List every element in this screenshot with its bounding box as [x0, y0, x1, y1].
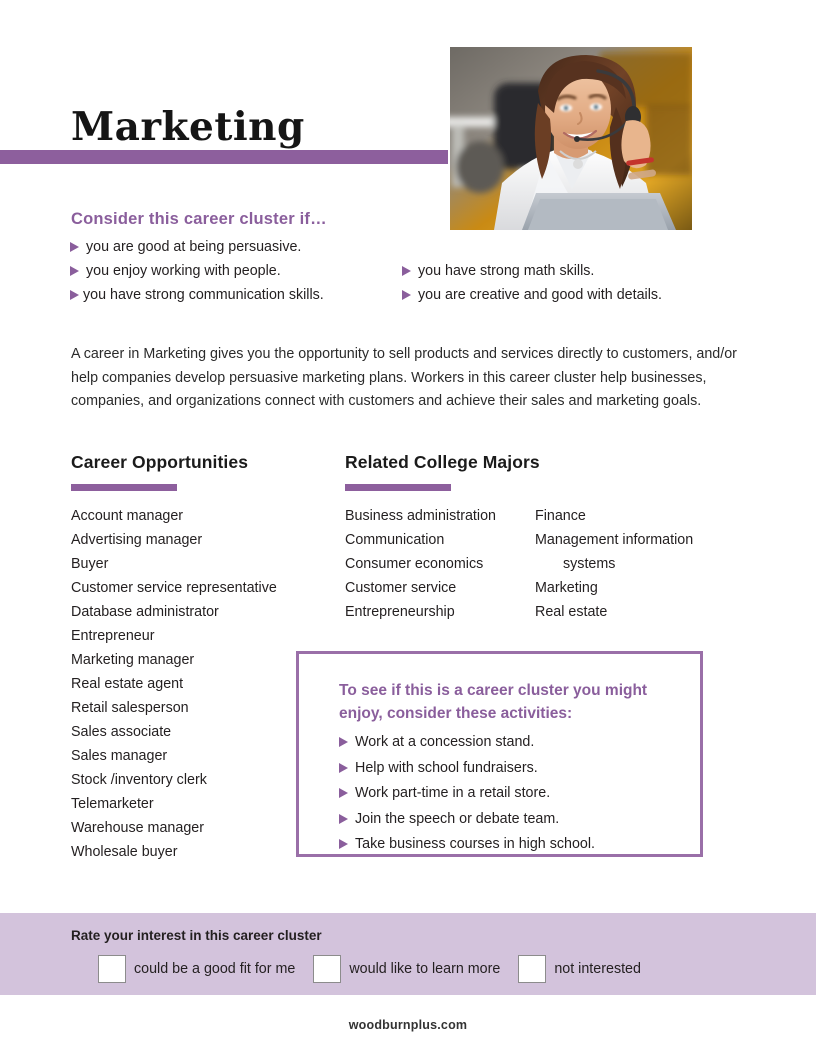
list-item: Marketing: [535, 580, 598, 596]
list-item: [70, 237, 415, 257]
majors-list-right: [535, 504, 735, 624]
majors-heading: Related College Majors: [345, 452, 540, 472]
list-item: Customer service representative: [71, 580, 277, 596]
list-item: [339, 783, 689, 803]
activities-title: To see if this is a career cluster you might enjoy, consider these activities:: [339, 682, 648, 722]
triangle-bullet-icon: [70, 242, 79, 252]
majors-heading-rule: [345, 484, 451, 491]
list-item: [402, 285, 732, 305]
triangle-bullet-icon: [70, 290, 79, 300]
list-item: Buyer: [71, 556, 109, 572]
list-item: Sales associate: [71, 724, 172, 740]
list-item: Telemarketer: [71, 796, 154, 812]
list-item: Entrepreneur: [71, 628, 155, 644]
list-item: Real estate: [535, 604, 608, 620]
triangle-bullet-icon: [339, 737, 348, 747]
list-item: Advertising manager: [71, 532, 203, 548]
list-item: Entrepreneurship: [345, 604, 455, 620]
intro-paragraph: A career in Marketing gives you the opportunity to sell products and services directly to customers, and/or help companies develop persuasive marketing plans. Workers in this career cluster help businesses, companies, and organizations connect with customers and achieve their sales and marketing goals.: [71, 346, 737, 410]
triangle-bullet-icon: [339, 763, 348, 773]
triangle-bullet-icon: [402, 290, 411, 300]
list-item: Retail salesperson: [71, 700, 189, 716]
list-item-label: you enjoy working with people.: [86, 263, 281, 279]
list-item: Consumer economics: [345, 556, 484, 572]
careers-heading: Career Opportunities: [71, 452, 249, 472]
list-item: [70, 285, 415, 305]
list-item: Finance: [535, 508, 586, 524]
list-item-label: you have strong communication skills.: [83, 287, 324, 303]
list-item-label: you are creative and good with details.: [418, 287, 662, 303]
list-item: Marketing manager: [71, 652, 195, 668]
list-item-label: Join the speech or debate team.: [355, 810, 560, 827]
list-item: [339, 758, 689, 778]
site-url: woodburnplus.com: [348, 1018, 468, 1032]
checkbox-not-interested[interactable]: [518, 955, 546, 983]
list-item: [339, 809, 689, 829]
rating-options: [98, 955, 641, 983]
checkbox-learn-more[interactable]: [313, 955, 341, 983]
triangle-bullet-icon: [339, 788, 348, 798]
rating-option-good-fit[interactable]: [98, 955, 295, 983]
list-item-label: Help with school fundraisers.: [355, 759, 538, 776]
list-item-label: you have strong math skills.: [418, 263, 595, 279]
list-item: Management information: [535, 532, 694, 548]
rating-option-learn-more[interactable]: [313, 955, 500, 983]
header-accent-rule: [0, 150, 448, 164]
list-item: Wholesale buyer: [71, 844, 178, 860]
consider-heading: Consider this career cluster if…: [71, 210, 327, 228]
list-item: Warehouse manager: [71, 820, 204, 836]
activities-list: [339, 732, 689, 860]
list-item: Database administrator: [71, 604, 219, 620]
list-item-label: Work part-time in a retail store.: [355, 785, 551, 801]
triangle-bullet-icon: [402, 266, 411, 276]
list-item-label: you are good at being persuasive.: [86, 239, 302, 255]
consider-list-left: [70, 237, 415, 309]
triangle-bullet-icon: [70, 266, 79, 276]
list-item: [402, 261, 732, 281]
rating-title: Rate your interest in this career cluster: [71, 928, 322, 943]
list-item: [339, 732, 689, 752]
hero-photo: [450, 47, 692, 230]
list-item: [70, 261, 415, 281]
page-title: Marketing: [71, 104, 305, 151]
checkbox-good-fit[interactable]: [98, 955, 126, 983]
triangle-bullet-icon: [339, 839, 348, 849]
activities-box: [296, 651, 703, 857]
consider-list-right: [402, 261, 732, 309]
rating-option-not-interested[interactable]: [518, 955, 641, 983]
majors-list-left: [345, 504, 535, 624]
rating-option-label: not interested: [554, 961, 641, 977]
list-item: Communication: [345, 532, 445, 548]
list-item: Account manager: [71, 508, 184, 524]
list-item: Business administration: [345, 508, 496, 524]
list-item-label: Work at a concession stand.: [355, 734, 535, 750]
list-item: [339, 834, 689, 854]
list-item: Stock /inventory clerk: [71, 772, 207, 788]
list-item: Real estate agent: [71, 676, 184, 692]
rating-option-label: would like to learn more: [349, 961, 501, 977]
list-item-label: Take business courses in high school.: [355, 836, 596, 852]
rating-option-label: could be a good fit for me: [134, 961, 296, 977]
list-item: Customer service: [345, 580, 457, 596]
careers-heading-rule: [71, 484, 177, 491]
triangle-bullet-icon: [339, 814, 348, 824]
list-item-continuation: systems: [563, 556, 616, 572]
list-item: Sales manager: [71, 748, 168, 764]
